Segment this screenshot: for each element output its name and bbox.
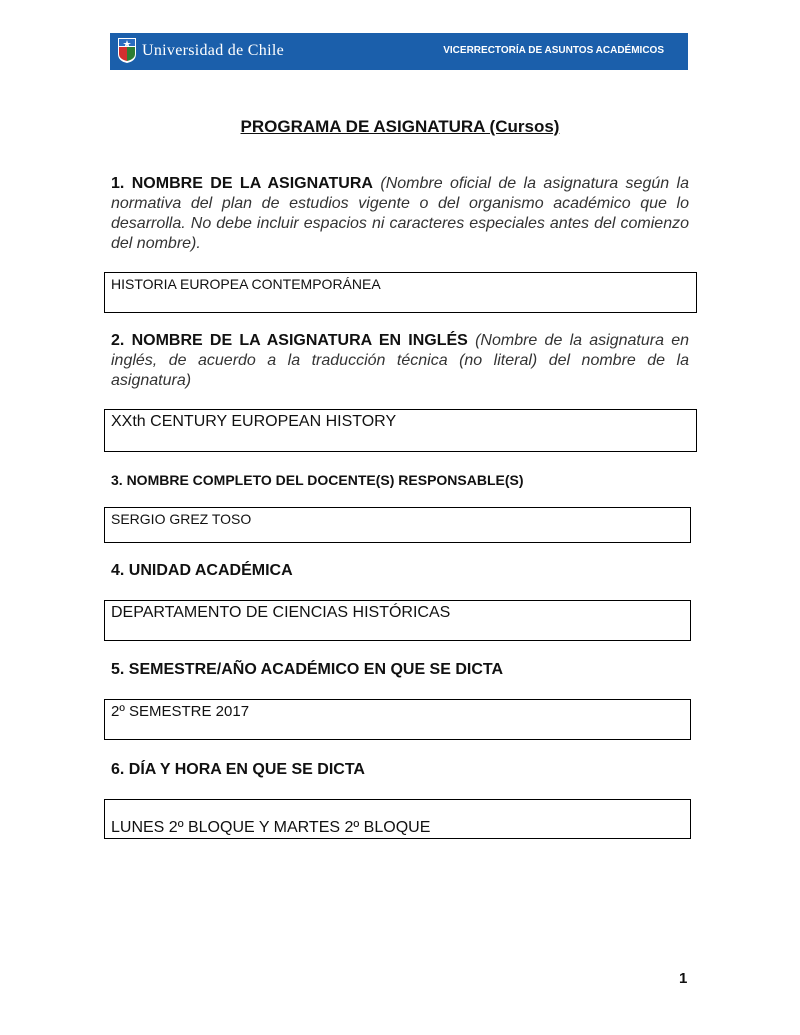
section-3-heading: 3. NOMBRE COMPLETO DEL DOCENTE(S) RESPONSABLE(S) <box>111 472 524 488</box>
section-1-heading: 1. NOMBRE DE LA ASIGNATURA <box>111 175 373 192</box>
section-2-hint: (Nombre de la asignatura en inglés, de acuerdo a la traducción técnica (no literal) del nombre de la asignatura) <box>111 332 689 389</box>
teacher-field: SERGIO GREZ TOSO <box>104 507 691 543</box>
section-2-description <box>111 331 689 391</box>
english-name-field: XXth CENTURY EUROPEAN HISTORY <box>104 409 697 452</box>
section-2-heading: 2. NOMBRE DE LA ASIGNATURA EN INGLÉS <box>111 332 468 349</box>
semester-field: 2º SEMESTRE 2017 <box>104 699 691 740</box>
subject-name-field: HISTORIA EUROPEA CONTEMPORÁNEA <box>104 272 697 313</box>
office-name: VICERRECTORÍA DE ASUNTOS ACADÉMICOS <box>443 45 664 56</box>
university-name: Universidad de Chile <box>142 42 284 59</box>
section-1-description <box>111 174 689 254</box>
section-6-heading: 6. DÍA Y HORA EN QUE SE DICTA <box>111 761 365 778</box>
section-1-hint: (Nombre oficial de la asignatura según la normativa del plan de estudios vigente o del organismo académico que lo desarrolla. No debe incluir espacios ni caracteres especiales antes del comienzo del nombre). <box>111 175 690 252</box>
header-banner <box>110 33 688 70</box>
schedule-field: LUNES 2º BLOQUE Y MARTES 2º BLOQUE <box>104 799 691 839</box>
section-5-heading: 5. SEMESTRE/AÑO ACADÉMICO EN QUE SE DICTA <box>111 661 504 678</box>
university-crest-icon <box>117 37 137 64</box>
document-title: PROGRAMA DE ASIGNATURA (Cursos) <box>240 117 560 136</box>
academic-unit-field: DEPARTAMENTO DE CIENCIAS HISTÓRICAS <box>104 600 691 641</box>
section-4-heading: 4. UNIDAD ACADÉMICA <box>111 562 293 579</box>
page-number: 1 <box>679 970 688 987</box>
